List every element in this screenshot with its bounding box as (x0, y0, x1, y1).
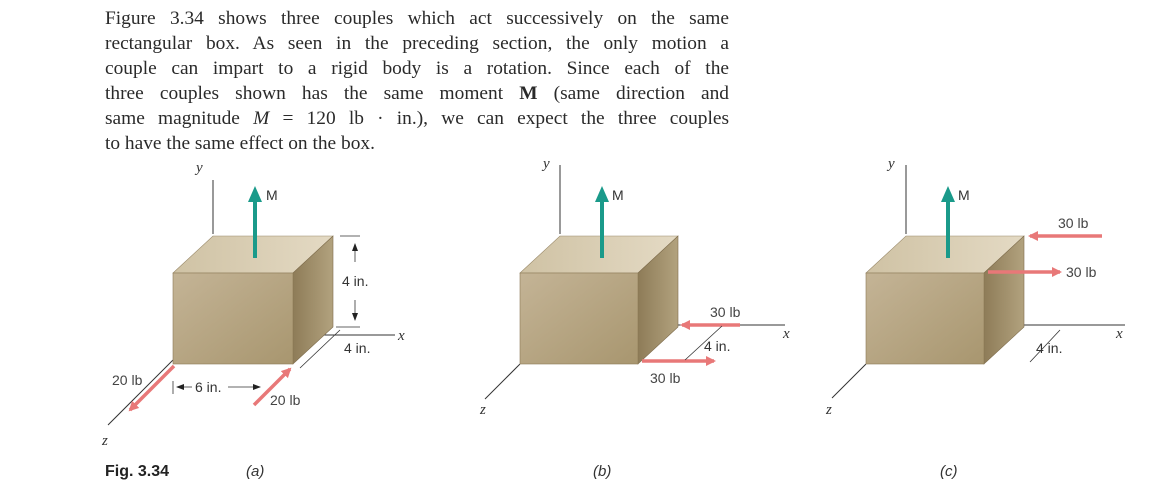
paragraph-line: Figure 3.34 shows three couples which act successively on the same (105, 8, 729, 29)
force-right-label: 20 lb (270, 392, 301, 408)
z-axis-label: z (102, 433, 108, 449)
z-axis (108, 360, 173, 425)
moment-label: M (612, 187, 624, 203)
x-axis-label: x (398, 328, 405, 344)
panel-a-label: (a) (246, 463, 265, 480)
paragraph-line: rectangular box. As seen in the preceding section, the only motion a (105, 33, 729, 54)
paragraph-text: (same direction and (537, 83, 730, 104)
moment-arrow-head (941, 186, 955, 202)
box-front-face (520, 273, 638, 364)
panel-b-label: (b) (593, 463, 612, 480)
dim-depth-label: 4 in. (1036, 340, 1063, 356)
force-left-label: 20 lb (112, 372, 143, 388)
dim-depth-label: 4 in. (704, 338, 731, 354)
dim-width-label: 6 in. (195, 379, 222, 395)
z-axis (832, 364, 866, 398)
paragraph-text: three couples shown has the same moment (105, 83, 520, 104)
force-bottom-label: 30 lb (1066, 264, 1097, 280)
moment-label: M (266, 187, 278, 203)
magnitude-symbol: M (253, 108, 270, 129)
box-front-face (866, 273, 984, 364)
z-axis (485, 364, 520, 399)
panel-b (479, 156, 790, 480)
y-axis-label: y (196, 160, 203, 176)
paragraph-line: to have the same effect on the box. (105, 133, 375, 154)
force-bottom-label: 30 lb (650, 370, 681, 386)
moment-arrow-head (595, 186, 609, 202)
force-top-label: 30 lb (710, 304, 741, 320)
moment-symbol: M (519, 83, 538, 104)
z-axis-label: z (480, 402, 486, 418)
panel-c-label: (c) (940, 463, 958, 480)
dim-height-label: 4 in. (342, 273, 369, 289)
box-front-face (173, 273, 293, 364)
y-axis-label: y (543, 156, 550, 172)
panel-c (825, 156, 1125, 480)
moment-arrow-head (248, 186, 262, 202)
dim-depth-label: 4 in. (344, 340, 371, 356)
x-axis-label: x (783, 326, 790, 342)
moment-label: M (958, 187, 970, 203)
force-top-label: 30 lb (1058, 215, 1089, 231)
panel-a (101, 160, 405, 480)
paragraph-text: = 120 lb · in.), we can expect the three couples (269, 108, 729, 129)
y-axis-label: y (888, 156, 895, 172)
z-axis-label: z (826, 402, 832, 418)
x-axis-label: x (1116, 326, 1123, 342)
figure-caption: Fig. 3.34 (105, 463, 170, 480)
paragraph-text: same magnitude (105, 108, 254, 129)
paragraph-line: couple can impart to a rigid body is a rotation. Since each of the (105, 58, 729, 79)
